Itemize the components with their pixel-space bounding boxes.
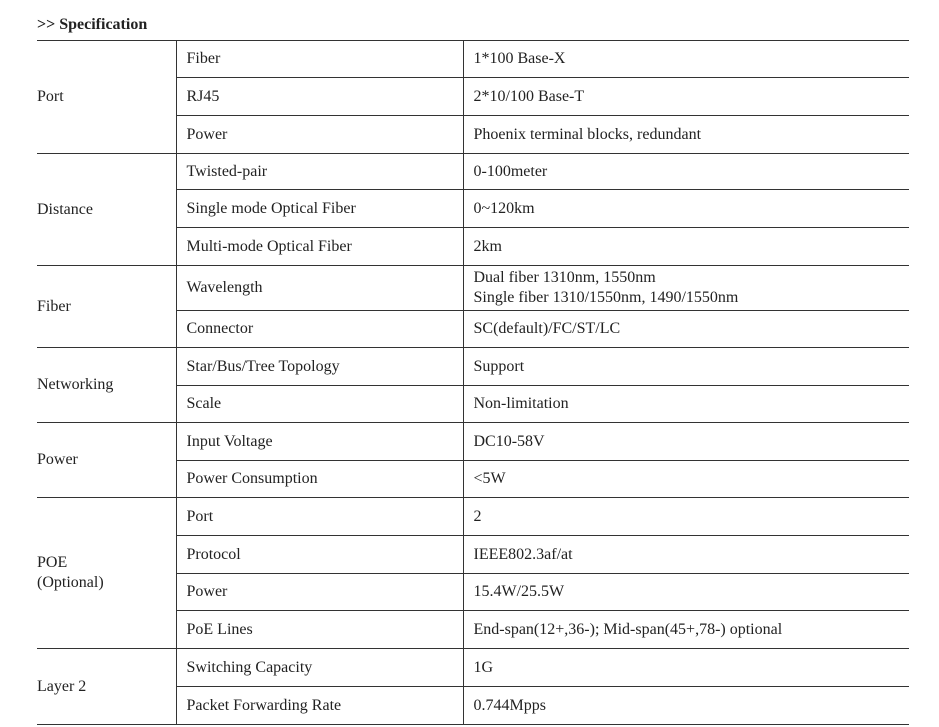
spec-table-body	[37, 41, 909, 725]
value-cell: Support	[463, 348, 909, 386]
value-cell: 0-100meter	[463, 154, 909, 190]
param-cell: PoE Lines	[176, 611, 463, 649]
value-cell: Phoenix terminal blocks, redundant	[463, 116, 909, 154]
param-cell: Star/Bus/Tree Topology	[176, 348, 463, 386]
value-cell: 2km	[463, 228, 909, 266]
param-cell: Packet Forwarding Rate	[176, 687, 463, 725]
category-cell	[37, 266, 176, 348]
category-cell	[37, 348, 176, 423]
spec-row	[37, 498, 909, 536]
value-cell: 1*100 Base-X	[463, 41, 909, 78]
category-cell	[37, 649, 176, 725]
value-cell: Non-limitation	[463, 386, 909, 423]
category-label: POE	[37, 554, 68, 571]
category-cell	[37, 41, 176, 154]
param-cell: Port	[176, 498, 463, 536]
param-cell: Fiber	[176, 41, 463, 78]
spec-table	[37, 40, 909, 725]
param-cell: Wavelength	[176, 266, 463, 311]
param-cell: Scale	[176, 386, 463, 423]
value-cell: End-span(12+,36-); Mid-span(45+,78-) optional	[463, 611, 909, 649]
value-line: Single fiber 1310/1550nm, 1490/1550nm	[473, 289, 739, 306]
value-cell: <5W	[463, 461, 909, 498]
category-label: Fiber	[37, 297, 71, 315]
param-cell: Multi-mode Optical Fiber	[176, 228, 463, 266]
spec-row	[37, 348, 909, 386]
param-cell: Power	[176, 116, 463, 154]
category-label: Distance	[37, 200, 93, 218]
category-cell	[37, 154, 176, 266]
spec-row	[37, 649, 909, 687]
spec-row	[37, 154, 909, 190]
param-cell: Switching Capacity	[176, 649, 463, 687]
value-cell: 1G	[463, 649, 909, 687]
spec-row	[37, 423, 909, 461]
value-cell: 2*10/100 Base-T	[463, 78, 909, 116]
category-label: (Optional)	[37, 574, 104, 591]
param-cell: Power Consumption	[176, 461, 463, 498]
param-cell: Connector	[176, 311, 463, 348]
value-cell: 0~120km	[463, 190, 909, 228]
value-cell: DC10-58V	[463, 423, 909, 461]
param-cell: Twisted-pair	[176, 154, 463, 190]
category-cell	[37, 423, 176, 498]
spec-row	[37, 41, 909, 78]
param-cell: Power	[176, 574, 463, 611]
value-cell: 2	[463, 498, 909, 536]
param-cell: Protocol	[176, 536, 463, 574]
param-cell: Single mode Optical Fiber	[176, 190, 463, 228]
section-heading: >> Specification	[37, 16, 148, 33]
value-cell: 0.744Mpps	[463, 687, 909, 725]
value-line: Dual fiber 1310nm, 1550nm	[473, 269, 656, 286]
spec-row	[37, 266, 909, 311]
value-cell: SC(default)/FC/ST/LC	[463, 311, 909, 348]
category-label: Networking	[37, 376, 114, 393]
param-cell: Input Voltage	[176, 423, 463, 461]
value-cell	[463, 266, 909, 311]
value-cell: 15.4W/25.5W	[463, 574, 909, 611]
value-cell: IEEE802.3af/at	[463, 536, 909, 574]
param-cell: RJ45	[176, 78, 463, 116]
category-label: Layer 2	[37, 677, 87, 695]
category-label: Port	[37, 88, 64, 105]
category-label: Power	[37, 451, 78, 468]
category-cell	[37, 498, 176, 649]
